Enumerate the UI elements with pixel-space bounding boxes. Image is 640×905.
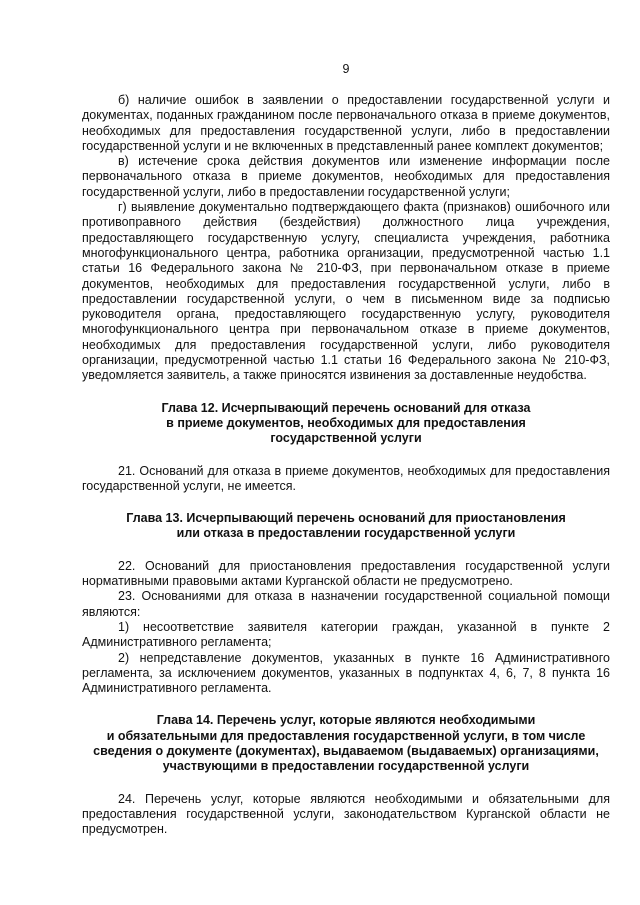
chapter-14-heading: Глава 14. Перечень услуг, которые являются необходимыми и обязательными для предоставления государственной услуги, в том числе сведения о документе (документах), выдаваемом (выдаваемых) организациями, участвующими в предоставлении государственной услуги bbox=[93, 713, 599, 774]
paragraph-22: 22. Оснований для приостановления предоставления государственной услуги нормативными правовыми актами Курганской области не предусмотрено. bbox=[82, 558, 610, 589]
chapter-12-heading: Глава 12. Исчерпывающий перечень оснований для отказа в приеме документов, необходимых для предоставления государственной услуги bbox=[161, 400, 531, 446]
chapter-13-heading: Глава 13. Исчерпывающий перечень оснований для приостановления или отказа в предоставлении государственной услуги bbox=[126, 511, 566, 541]
paragraph-21: 21. Оснований для отказа в приеме документов, необходимых для предоставления государственной услуги, не имеется. bbox=[82, 463, 610, 493]
paragraph-23-2: 2) непредставление документов, указанных в пункте 16 Административного регламента, за исключением документов, указанных в подпунктах 4, 6, 7, 8 пункта 16 Административного регламента. bbox=[82, 650, 610, 696]
paragraph-24: 24. Перечень услуг, которые являются необходимыми и обязательными для предоставления государственной услуги, законодательством Курганской области не предусмотрен. bbox=[82, 791, 610, 837]
paragraph-b: б) наличие ошибок в заявлении о предоставлении государственной услуги и документах, поданных гражданином после первоначального отказа в приеме документов, необходимых для предоставления государственной услуги, либо в предоставлении государственной услуги и не включенных в представленный ранее комплект документов; bbox=[82, 93, 610, 153]
paragraph-g: г) выявление документально подтверждающего факта (признаков) ошибочного или противоправного действия (бездействия) должностного лица учреждения, предоставляющего государственную услугу, специалиста учреждения, работника многофункционального центра, работника организации, предусмотренной частью 1.1 статьи 16 Федерального закона № 210-ФЗ, при первоначальном отказе в приеме документов, необходимых для предоставления государственной услуги, либо в предоставлении государственной услуги, о чем в письменном виде за подписью руководителя органа, предоставляющего государственную услугу, руководителя многофункционального центра при первоначальном отказе в приеме документов, необходимых для предоставления государственной услуги, либо руководителя организации, предусмотренной частью 1.1 статьи 16 Федерального закона № 210-ФЗ, уведомляется заявитель, а также приносятся извинения за доставленные неудобства. bbox=[82, 200, 610, 383]
paragraph-23-1: 1) несоответствие заявителя категории граждан, указанной в пункте 2 Административного регламента; bbox=[82, 619, 610, 650]
paragraph-23: 23. Основаниями для отказа в назначении государственной социальной помощи являются: bbox=[82, 589, 610, 619]
paragraph-v: в) истечение срока действия документов или изменение информации после первоначального отказа в приеме документов, необходимых для предоставления государственной услуги, либо в предоставлении государственной услуги; bbox=[82, 154, 610, 199]
page-number: 9 bbox=[342, 62, 350, 76]
